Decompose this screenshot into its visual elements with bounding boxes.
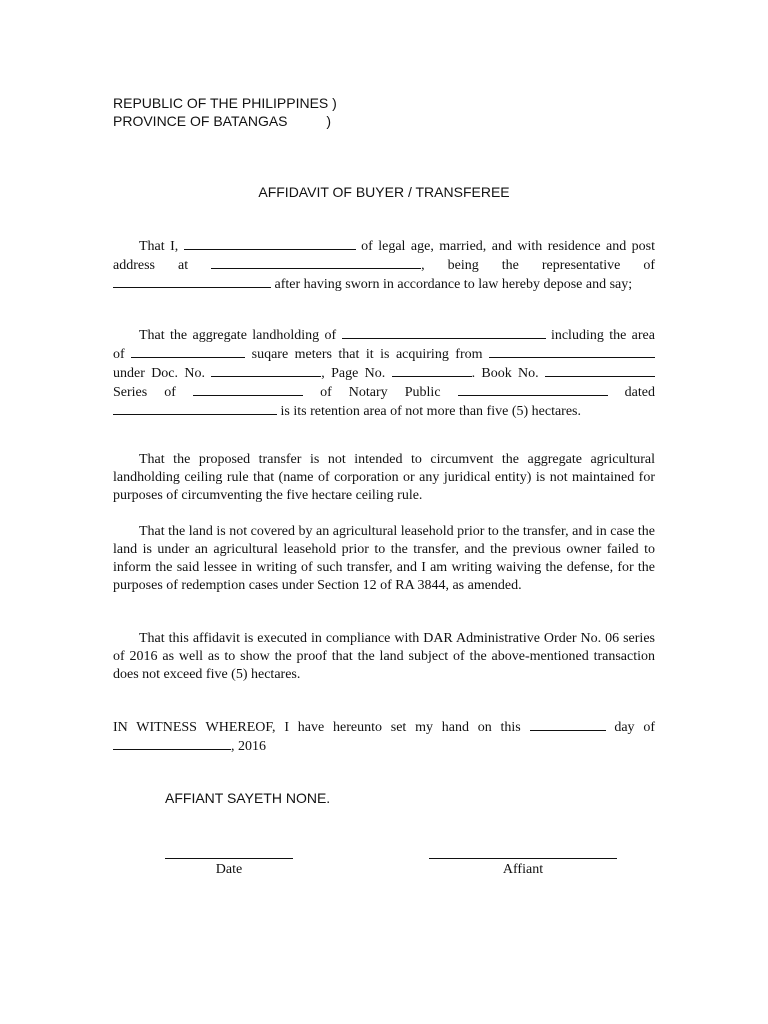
p1-text-c: , being the representative of [421, 258, 655, 273]
p2-text-a: That the aggregate landholding of [139, 328, 342, 343]
paragraph-compliance [113, 630, 655, 684]
p5-text: That this affidavit is executed in compliance with DAR Administrative Order No. 06 series of 2016 as well as to show the proof that the land subject of the above-mentioned transaction does not exceed five (5) hectares. [113, 631, 655, 682]
p2-text-h: of Notary Public [303, 385, 458, 400]
caption-republic: REPUBLIC OF THE PHILIPPINES ) [113, 95, 337, 111]
p2-text-c: suqare meters that it is acquiring from [245, 347, 489, 362]
date-label: Date [215, 862, 243, 877]
paragraph-affiant-identity [113, 237, 655, 294]
p2-text-i: dated [607, 385, 655, 400]
series-of-blank[interactable] [193, 383, 303, 396]
acquiring-from-blank[interactable] [489, 345, 655, 358]
affiant-sayeth-none: AFFIANT SAYETH NONE. [165, 790, 331, 806]
month-blank[interactable] [113, 737, 231, 750]
dated-blank[interactable] [113, 402, 277, 415]
p1-text-b: of legal age, married, and with residence and post address at [113, 239, 655, 273]
page-no-blank[interactable] [392, 364, 472, 377]
date-signature-line[interactable] [165, 858, 293, 859]
book-no-blank[interactable] [545, 364, 655, 377]
affiant-name-blank[interactable] [184, 237, 356, 250]
document-title: AFFIDAVIT OF BUYER / TRANSFEREE [258, 184, 510, 200]
area-blank[interactable] [131, 345, 245, 358]
paragraph-transfer-intent [113, 451, 655, 505]
address-blank[interactable] [211, 256, 421, 269]
witness-text-a: IN WITNESS WHEREOF, I have hereunto set my hand on this [113, 720, 530, 735]
p1-text-d: after having sworn in accordance to law hereby depose and say; [271, 277, 633, 292]
caption-province: PROVINCE OF BATANGAS ) [113, 113, 332, 129]
p3-text: That the proposed transfer is not intended to circumvent the aggregate agricultural landholding ceiling rule that (name of corporation or any juridical entity) is not maintained for purposes of circumventing the five hectare ceiling rule. [113, 452, 655, 503]
p2-text-f: . Book No. [471, 366, 545, 381]
p4-text: That the land is not covered by an agricultural leasehold prior to the transfer, and in case the land is under an agricultural leasehold prior to the transfer, and the previous owner failed to inform the said lessee in writing of such transfer, and I am writing waiving the defense, for the purposes of redemption cases under Section 12 of RA 3844, as amended. [113, 524, 655, 593]
affiant-label: Affiant [502, 862, 544, 877]
p2-text-d: under Doc. No. [113, 366, 212, 381]
p2-text-g: Series of [113, 385, 194, 400]
witness-text-b: day of [605, 720, 655, 735]
day-blank[interactable] [530, 718, 606, 731]
p1-text-a: That I, [139, 239, 184, 254]
witness-clause [113, 718, 655, 756]
notary-public-blank[interactable] [458, 383, 608, 396]
paragraph-landholding [113, 326, 655, 421]
representative-of-blank[interactable] [113, 275, 271, 288]
paragraph-leasehold [113, 523, 655, 595]
doc-no-blank[interactable] [211, 364, 321, 377]
p2-text-e: , Page No. [321, 366, 392, 381]
landholding-blank[interactable] [342, 326, 546, 339]
p2-text-j: is its retention area of not more than five (5) hectares. [277, 404, 581, 419]
p2-text-b: including the area of [113, 328, 655, 362]
witness-text-c: , 2016 [231, 739, 266, 754]
affiant-signature-line[interactable] [429, 858, 617, 859]
